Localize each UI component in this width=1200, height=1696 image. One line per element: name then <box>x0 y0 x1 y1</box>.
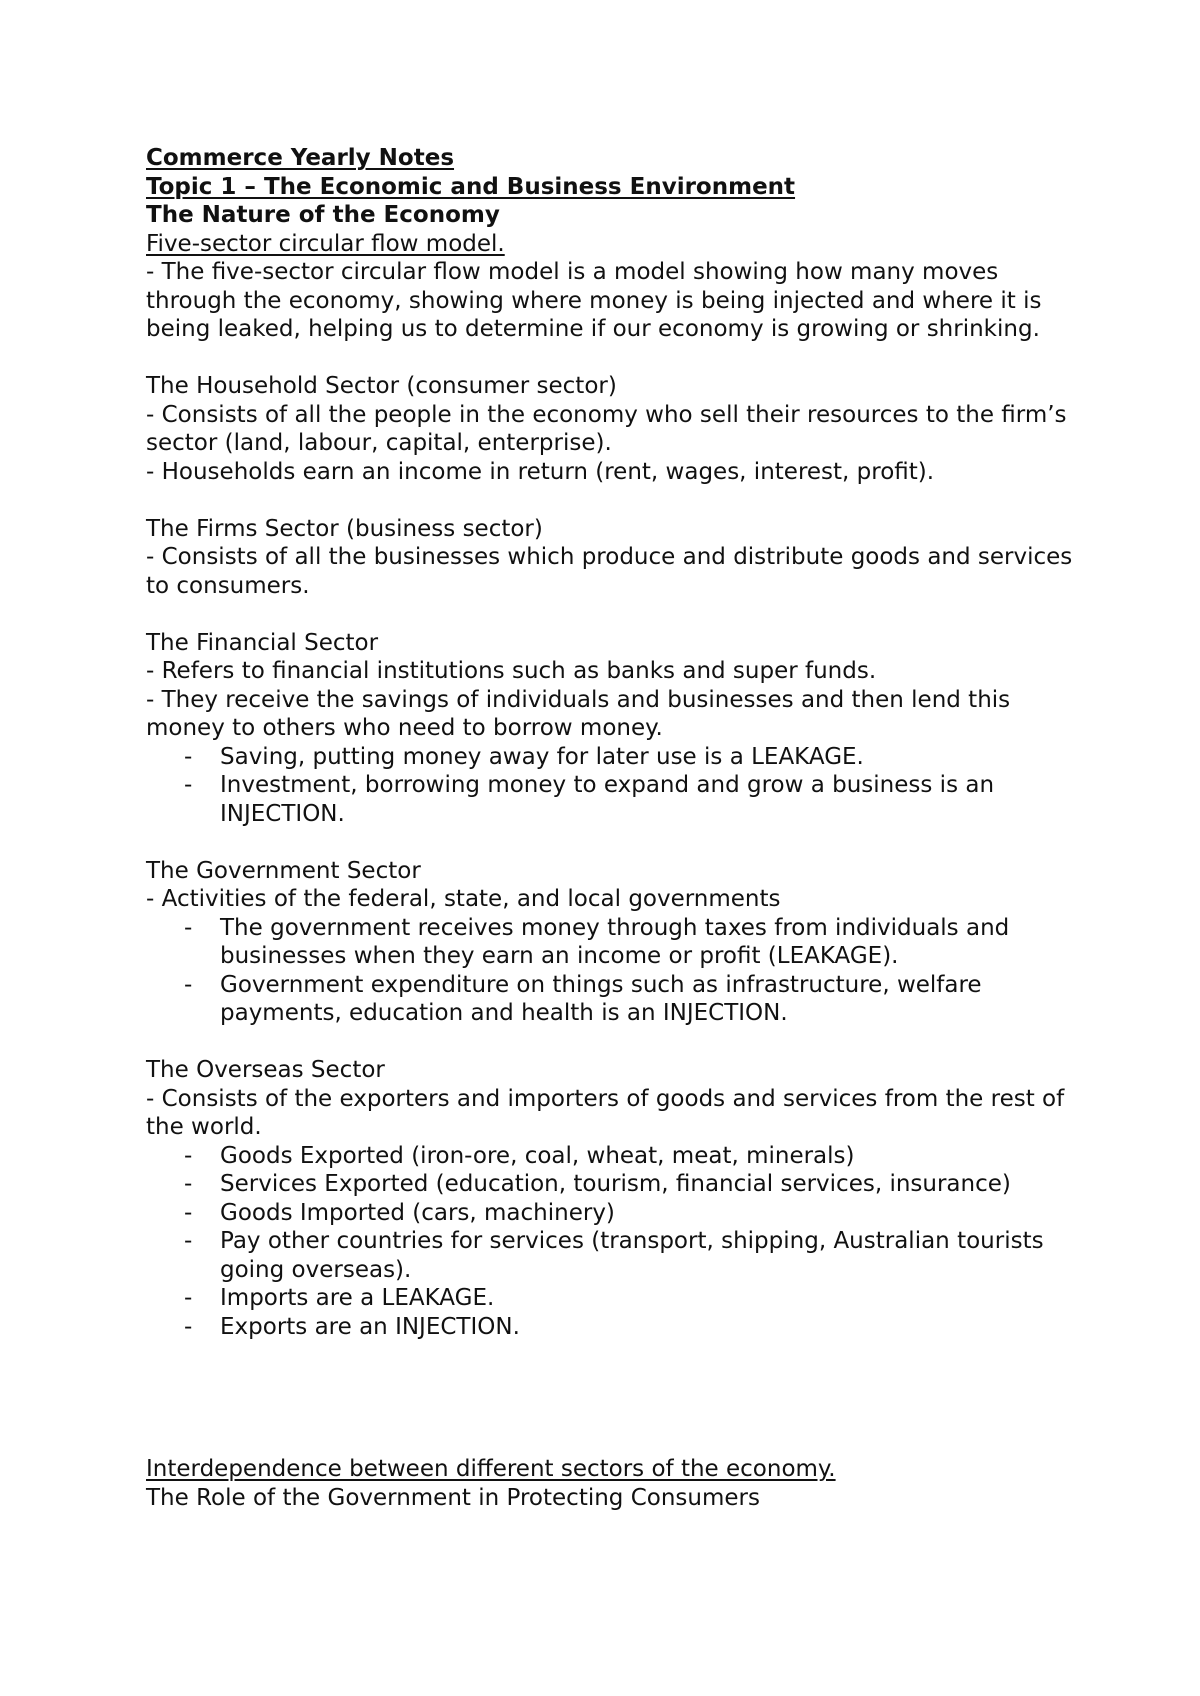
dash-list-item: - Exports are an INJECTION. <box>146 1313 1086 1342</box>
sector-heading: The Government Sector <box>146 857 421 884</box>
sector-block <box>146 828 1086 1028</box>
subsection-heading: Five-sector circular flow model. <box>146 230 505 257</box>
document-page <box>146 144 1086 1512</box>
dash-list-item: - The government receives money through taxes from individuals and businesses when they earn an income or profit (LEAKAGE). <box>146 914 1086 971</box>
sector-heading: The Financial Sector <box>146 629 379 656</box>
dash-list <box>146 743 1086 829</box>
sector-text-line: - Refers to financial institutions such as banks and super funds. <box>146 658 877 684</box>
sector-block <box>146 1028 1086 1342</box>
sector-text-line: - Consists of all the businesses which produce and distribute goods and services to consumers. <box>146 544 1073 599</box>
spacer <box>146 1341 1086 1455</box>
blank-line <box>146 344 1086 373</box>
sector-text-line: - Consists of the exporters and importers of goods and services from the rest of the world. <box>146 1085 1065 1140</box>
dash-list-item: - Goods Exported (iron-ore, coal, wheat, meat, minerals) <box>146 1142 1086 1171</box>
interdependence-heading: Interdependence between different sectors of the economy. <box>146 1456 836 1482</box>
sector-text-line: - Consists of all the people in the economy who sell their resources to the firm’s sector (land, labour, capital, enterprise). <box>146 401 1067 456</box>
section-heading: The Nature of the Economy <box>146 202 500 228</box>
sector-block <box>146 486 1086 600</box>
sector-heading: The Household Sector (consumer sector) <box>146 373 617 399</box>
dash-list <box>146 1142 1086 1342</box>
dash-list-item: - Investment, borrowing money to expand and grow a business is an INJECTION. <box>146 771 1086 828</box>
sector-text-line: - They receive the savings of individuals and businesses and then lend this money to others who need to borrow money. <box>146 686 1011 741</box>
blank-line <box>146 828 1086 857</box>
blank-line <box>146 486 1086 515</box>
dash-list-item: - Imports are a LEAKAGE. <box>146 1284 1086 1313</box>
document-title: Commerce Yearly Notes <box>146 145 455 171</box>
dash-list-item: - Saving, putting money away for later use is a LEAKAGE. <box>146 743 1086 772</box>
topic-heading: Topic 1 – The Economic and Business Environment <box>146 173 796 200</box>
government-role-heading: The Role of the Government in Protecting Consumers <box>146 1484 760 1511</box>
blank-line <box>146 1028 1086 1057</box>
sector-heading: The Overseas Sector <box>146 1057 385 1083</box>
sector-heading: The Firms Sector (business sector) <box>146 515 543 542</box>
intro-paragraph: - The five-sector circular flow model is a model showing how many moves through the economy, showing where money is being injected and where it is being leaked, helping us to determine if our economy is growing or shrinking. <box>146 259 1042 342</box>
dash-list-item: - Government expenditure on things such as infrastructure, welfare payments, education and health is an INJECTION. <box>146 971 1086 1028</box>
sector-block <box>146 600 1086 828</box>
sector-text-line: - Households earn an income in return (rent, wages, interest, profit). <box>146 458 935 485</box>
sector-text-line: - Activities of the federal, state, and local governments <box>146 886 781 912</box>
sector-list <box>146 344 1086 1342</box>
dash-list-item: - Goods Imported (cars, machinery) <box>146 1199 1086 1228</box>
dash-list-item: - Services Exported (education, tourism, financial services, insurance) <box>146 1170 1086 1199</box>
sector-block <box>146 344 1086 487</box>
blank-line <box>146 600 1086 629</box>
dash-list <box>146 914 1086 1028</box>
dash-list-item: - Pay other countries for services (transport, shipping, Australian tourists going overseas). <box>146 1227 1086 1284</box>
